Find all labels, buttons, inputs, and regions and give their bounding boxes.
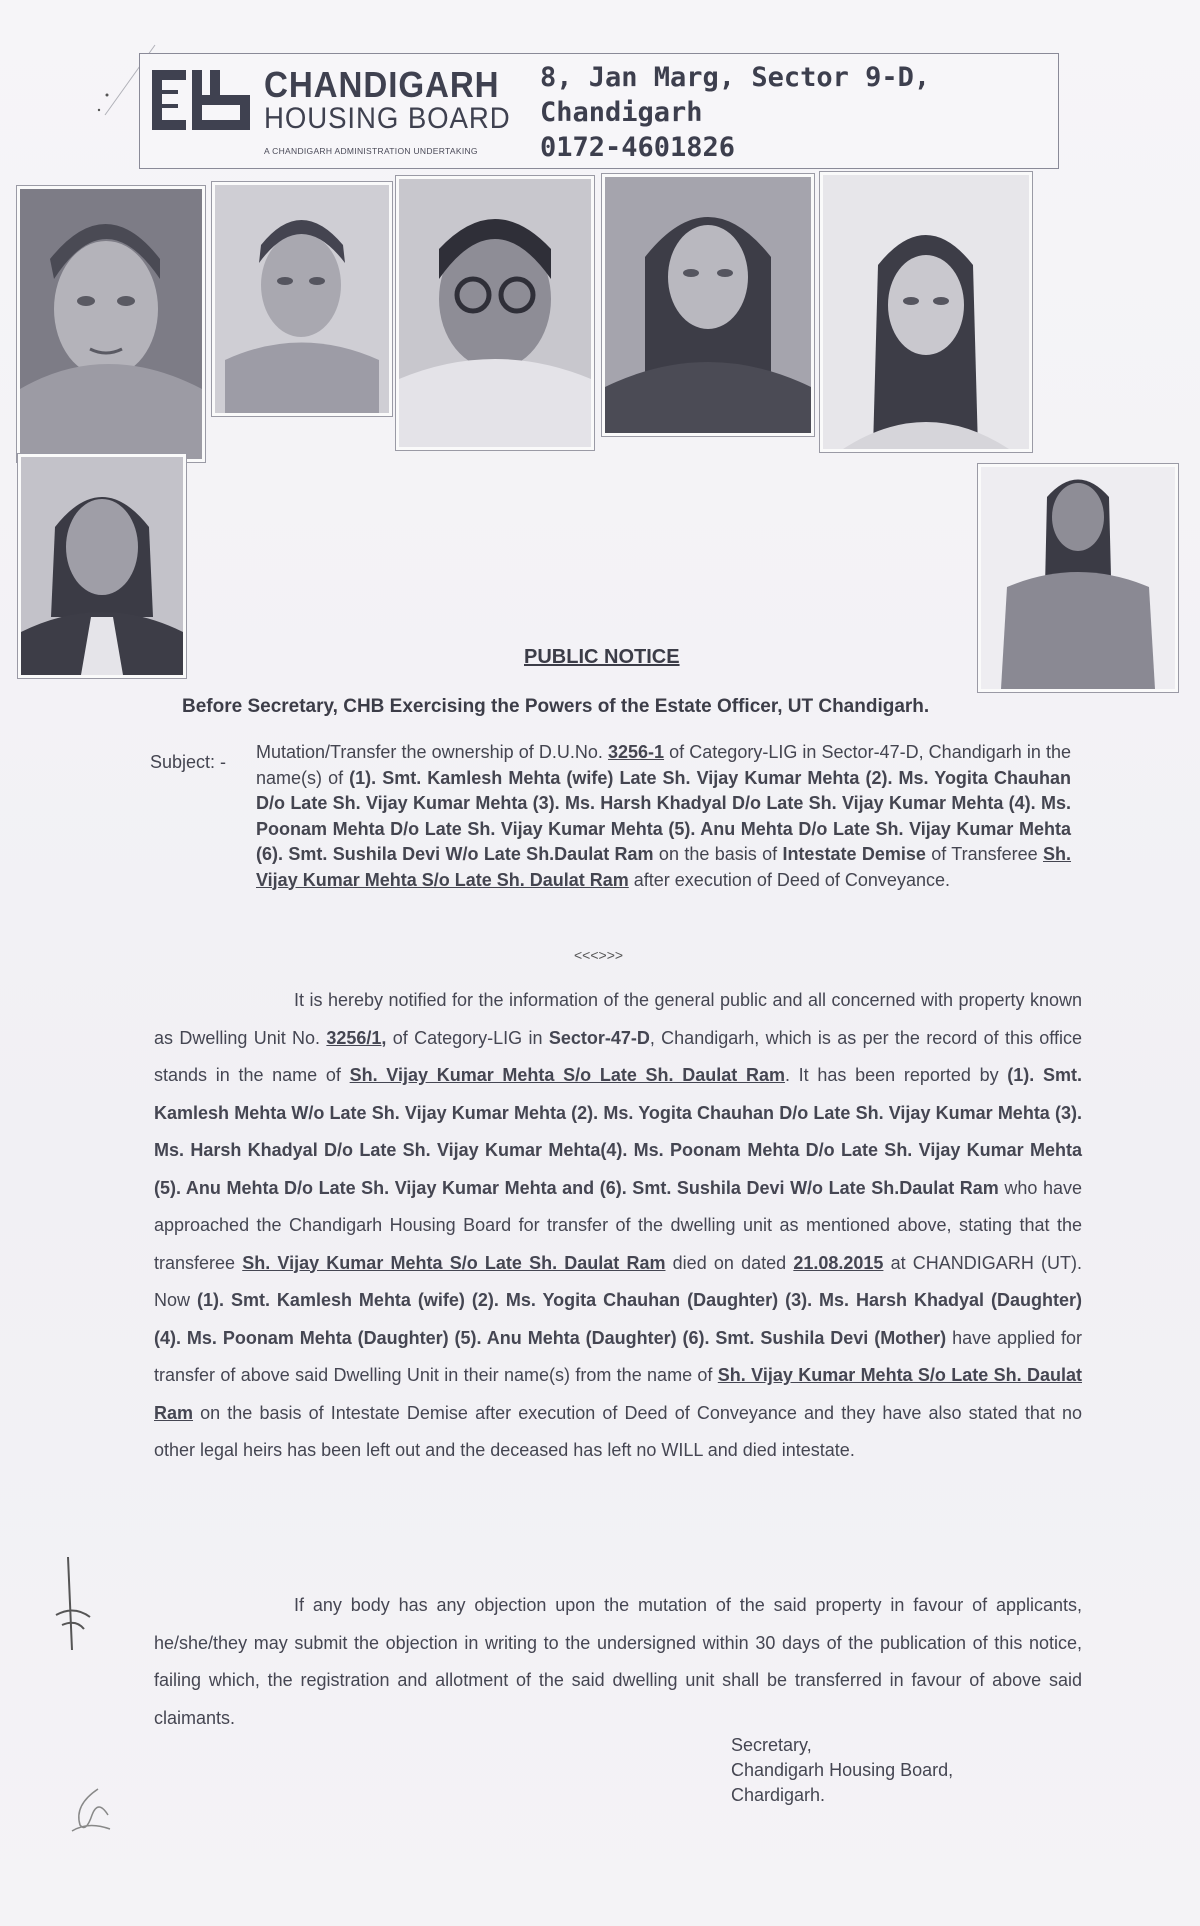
subject-names: (1). Smt. Kamlesh Mehta (wife) Late Sh. Vijay Kumar Mehta (2). Ms. Yogita Chauhan D/o Late Sh. Vijay Kumar Mehta (3). Ms. Harsh Khadyal D/o Late Sh. Vijay Kumar Mehta (4). Ms. Poonam Mehta D/o Late Sh. Vijay Kumar Mehta (5). Anu Mehta D/o Late Sh. Vijay Kumar Mehta (6). Smt. Sushila Devi W/o Late Sh.Daulat Ram [256, 767, 1071, 864]
date-of-death: 21.08.2015 [793, 1252, 884, 1273]
org-name-line2: HOUSING BOARD [264, 102, 511, 135]
signature-block [731, 1733, 953, 1808]
paragraph-text-part: on the basis of Intestate Demise after execution of Deed of Conveyance and they have also stated that no other legal heirs has been left out and the deceased has left no WILL and died intestate. [154, 1402, 1082, 1460]
notice-paragraph-2 [154, 1587, 1082, 1737]
subject-text-part: on the basis of [653, 844, 783, 864]
dwelling-unit-number: 3256/1, [326, 1027, 387, 1048]
reporters: (1). Smt. Kamlesh Mehta W/o Late Sh. Vijay Kumar Mehta (2). Ms. Yogita Chauhan D/o Late Sh. Vijay Kumar Mehta (3). Ms. Harsh Khadyal D/o Late Sh. Vijay Kumar Mehta(4). Ms. Poonam Mehta D/o Late Sh. Vijay Kumar Mehta (5). Anu Mehta D/o Late Sh. Vijay Kumar Mehta and (6). Smt. Sushila Devi W/o Late Sh.Daulat Ram [154, 1065, 1083, 1198]
subject-text-part: Mutation/Transfer the ownership of D.U.No. [256, 742, 608, 762]
org-tagline: A CHANDIGARH ADMINISTRATION UNDERTAKING [264, 146, 478, 156]
paragraph-text-part: who have approached the Chandigarh Housing Board for transfer of the dwelling unit as mentioned above, stating that the transferee [154, 1177, 1082, 1273]
subject-text [256, 740, 1071, 893]
notice-authority: Before Secretary, CHB Exercising the Powers of the Estate Officer, UT Chandigarh. [182, 696, 930, 717]
section-separator: <<<>>> [574, 947, 624, 963]
transferee-name: Sh. Vijay Kumar Mehta S/o Late Sh. Daulat Ram [242, 1252, 666, 1273]
applicant-photo-2 [212, 182, 392, 416]
letterhead [139, 53, 1059, 169]
subject-du-number: 3256-1 [608, 742, 665, 762]
address-line1: 8, Jan Marg, Sector 9-D, [540, 62, 931, 93]
paragraph-text-part: . It has been reported by [784, 1065, 1008, 1085]
paragraph-text-part: died on dated [665, 1252, 794, 1273]
paragraph-text-part: at CHANDIGARH (UT). Now [154, 1252, 1082, 1310]
phone-number: 0172-4601826 [540, 132, 736, 163]
objection-text: If any body has any objection upon the mutation of the said property in favour of applicants, he/she/they may submit the objection in writing to the undersigned within 30 days of the publication of this notice, failing which, the registration and allotment of the said dwelling unit shall be transferred in favour of above said claimants. [154, 1595, 1082, 1728]
handwritten-signature-mark [68, 1785, 114, 1835]
subject-text-part: of Transferee [925, 844, 1043, 864]
applicant-photo-3 [396, 176, 594, 450]
paragraph-text-part: It is hereby notified for the information of the general public and all concerned with property known as Dwelling Unit No. [154, 990, 1082, 1048]
subject-transferee: Sh. Vijay Kumar Mehta S/o Late Sh. Daulat Ram [256, 844, 1072, 890]
notice-paragraph-1 [154, 982, 1082, 1470]
applicant-photo-4 [602, 174, 814, 436]
org-address [540, 60, 930, 165]
paragraph-text-part: of Category-LIG in [386, 1027, 549, 1048]
applicant-photo-6 [18, 454, 186, 678]
chb-logo-icon [152, 68, 252, 132]
address-line2: Chandigarh [540, 97, 703, 128]
signatory-city: Chardigarh. [731, 1785, 826, 1805]
signatory-title: Secretary, [731, 1735, 812, 1755]
subject-text-part: of Category-LIG in Sector-47-D, Chandigarh in the name(s) of [256, 742, 1071, 788]
recorded-owner: Sh. Vijay Kumar Mehta S/o Late Sh. Daulat Ram [349, 1065, 785, 1085]
handwritten-initial-mark [54, 1555, 94, 1655]
subject-label: Subject: - [150, 752, 227, 772]
applicant-photo-7 [978, 464, 1178, 692]
from-name: Sh. Vijay Kumar Mehta S/o Late Sh. Daulat Ram [154, 1365, 1082, 1423]
applicants: (1). Smt. Kamlesh Mehta (wife) (2). Ms. Yogita Chauhan (Daughter) (3). Ms. Harsh Khadyal (Daughter) (4). Ms. Poonam Mehta (Daughter) (5). Anu Mehta (Daughter) (6). Smt. Sushila Devi (Mother) [154, 1290, 1082, 1348]
signatory-org: Chandigarh Housing Board, [731, 1760, 954, 1780]
applicant-photo-5 [820, 172, 1032, 452]
notice-title: PUBLIC NOTICE [524, 646, 680, 668]
sector: Sector-47-D [548, 1027, 650, 1048]
applicant-photo-1 [17, 186, 205, 462]
paragraph-text-part: , Chandigarh, which is as per the record of this office stands in the name of [154, 1027, 1082, 1085]
org-name-line1: CHANDIGARH [264, 64, 500, 105]
subject-text-part: after execution of Deed of Conveyance. [628, 869, 950, 890]
subject-basis: Intestate Demise [782, 844, 926, 864]
paragraph-text-part: have applied for transfer of above said Dwelling Unit in their name(s) from the name of [154, 1327, 1083, 1385]
